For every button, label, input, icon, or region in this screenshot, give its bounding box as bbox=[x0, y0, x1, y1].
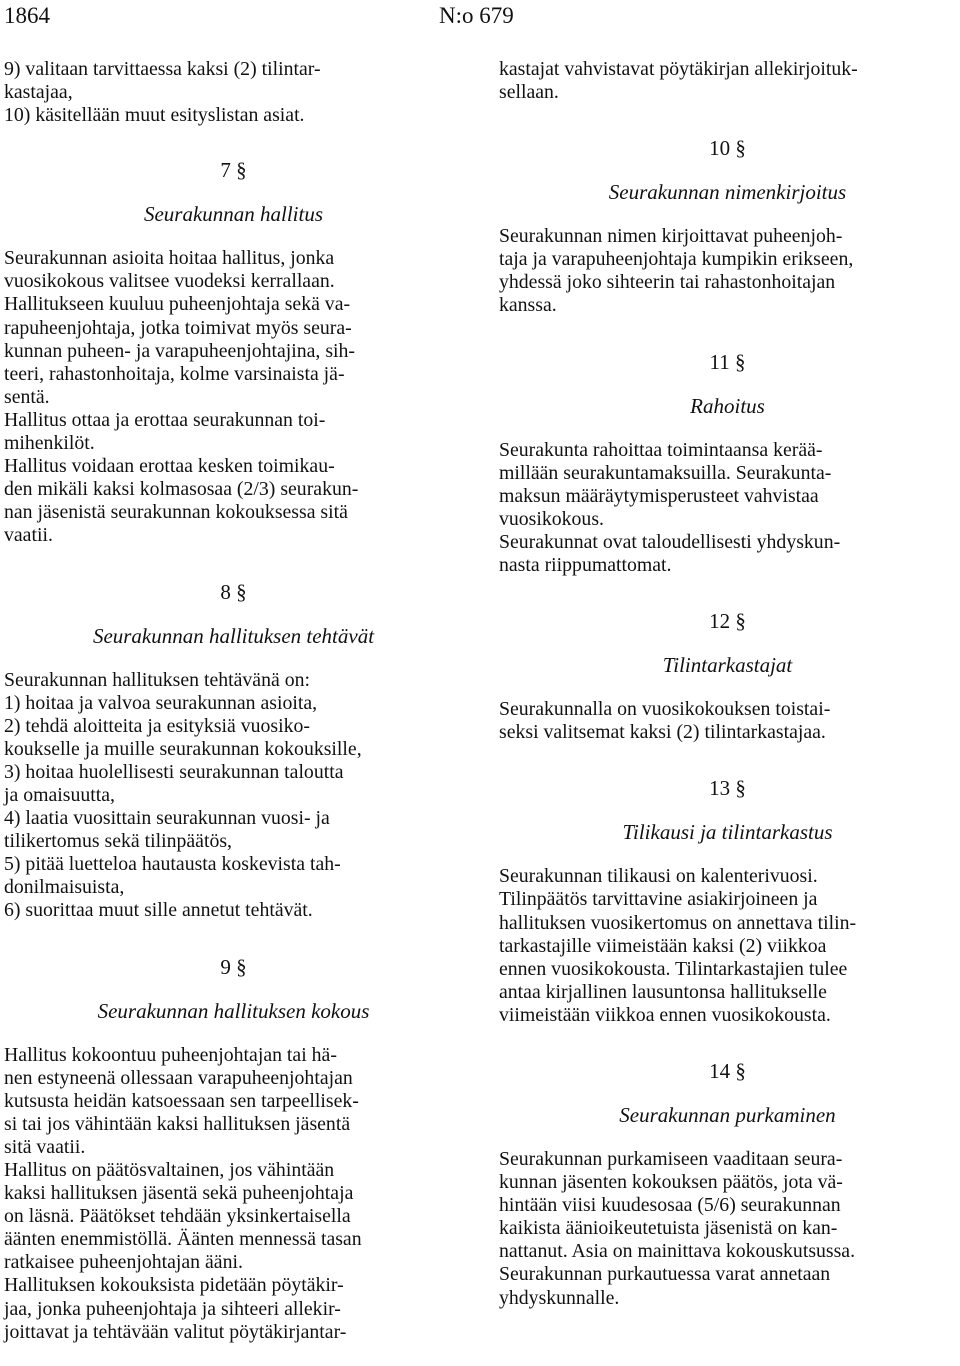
text-line: den mikäli kaksi kolmasosaa (2/3) seurakun- bbox=[4, 478, 359, 501]
text-line: 6) suorittaa muut sille annetut tehtävät. bbox=[4, 899, 313, 922]
text-line: Hallitus ottaa ja erottaa seurakunnan toi- bbox=[4, 408, 326, 431]
text-line: ja omaisuutta, bbox=[4, 783, 115, 806]
text-line: Hallituksen kokouksista pidetään pöytäkir- bbox=[4, 1274, 344, 1297]
text-line: Seurakunnat ovat taloudellisesti yhdyskun- bbox=[499, 530, 841, 553]
section-13 bbox=[499, 776, 956, 1027]
text-line: kunnan jäsenten kokouksen päätös, jota vä- bbox=[499, 1171, 843, 1194]
section-14 bbox=[499, 1059, 956, 1310]
issue-number: N:o 679 bbox=[439, 3, 514, 28]
section-7 bbox=[4, 158, 463, 547]
section-title: Tilintarkastajat bbox=[662, 653, 793, 678]
section-body bbox=[499, 865, 956, 1027]
text-line: tilikertomus sekä tilinpäätös, bbox=[4, 830, 232, 853]
text-line: kaikista äänioikeutetuista jäsenistä on kan- bbox=[499, 1217, 838, 1240]
text-line: 1) hoitaa ja valvoa seurakunnan asioita, bbox=[4, 691, 318, 714]
section-body bbox=[4, 247, 463, 547]
section-body bbox=[499, 225, 956, 317]
text-line: yhdessä joko sihteerin tai rahastonhoitajan bbox=[499, 271, 836, 294]
section-11 bbox=[499, 350, 956, 578]
text-line: 3) hoitaa huolellisesti seurakunnan taloutta bbox=[4, 760, 344, 783]
text-line: nan jäsenistä seurakunnan kokouksessa sitä bbox=[4, 501, 348, 524]
section-body bbox=[499, 439, 956, 578]
section-body bbox=[499, 698, 956, 744]
text-line: Seurakunta rahoittaa toimintaansa kerää- bbox=[499, 438, 823, 461]
text-line: tarkastajille viimeistään kaksi (2) viikkoa bbox=[499, 934, 827, 957]
text-line: si tai jos vähintään kaksi hallituksen jäsentä bbox=[4, 1112, 351, 1135]
section-number: 9 § bbox=[220, 954, 247, 979]
text-line: joittavat ja tehtävään valitut pöytäkirjantar- bbox=[4, 1320, 347, 1343]
section-number: 8 § bbox=[220, 579, 247, 604]
text-line: kanssa. bbox=[499, 294, 557, 317]
section-number: 13 § bbox=[709, 776, 746, 801]
text-line: Seurakunnan purkautuessa varat annetaan bbox=[499, 1263, 831, 1286]
text-line: Seurakunnan hallituksen tehtävänä on: bbox=[4, 668, 310, 691]
text-line: Hallitus kokoontuu puheenjohtajan tai hä- bbox=[4, 1043, 337, 1066]
intro-list bbox=[4, 58, 463, 127]
text-line: kutsusta heidän katsoessaan sen tarpeellisek- bbox=[4, 1089, 359, 1112]
section-10 bbox=[499, 136, 956, 317]
text-line: 4) laatia vuosittain seurakunnan vuosi- ja bbox=[4, 807, 330, 830]
text-line: teeri, rahastonhoitaja, kolme varsinaista jä- bbox=[4, 362, 345, 385]
text-line: kastajat vahvistavat pöytäkirjan allekirjoituk- bbox=[499, 58, 858, 80]
section-8 bbox=[4, 580, 463, 923]
text-line: Hallitukseen kuuluu puheenjohtaja sekä va- bbox=[4, 293, 351, 316]
text-line: 5) pitää luetteloa hautausta koskevista tah- bbox=[4, 853, 341, 876]
text-line: ennen vuosikokousta. Tilintarkastajien tulee bbox=[499, 957, 848, 980]
left-column bbox=[4, 58, 463, 1344]
text-line: hintään viisi kuudesosaa (5/6) seurakunnan bbox=[499, 1194, 841, 1217]
text-line: sentä. bbox=[4, 385, 50, 408]
text-line: 2) tehdä aloitteita ja esityksiä vuosiko- bbox=[4, 714, 310, 737]
section-12 bbox=[499, 609, 956, 744]
text-line: antaa kirjallinen lausuntonsa hallitukselle bbox=[499, 980, 827, 1003]
text-line: vuosikokous valitsee vuodeksi kerrallaan. bbox=[4, 270, 335, 293]
text-line: yhdyskunnalle. bbox=[499, 1286, 620, 1309]
text-line: äänten enemmistöllä. Äänten mennessä tasan bbox=[4, 1228, 362, 1251]
text-line: vuosikokous. bbox=[499, 507, 604, 530]
text-line: mihenkilöt. bbox=[4, 432, 95, 455]
text-line: millään seurakuntamaksuilla. Seurakunta- bbox=[499, 461, 832, 484]
right-column bbox=[499, 58, 956, 1310]
text-line: 9) valitaan tarvittaessa kaksi (2) tilintar- bbox=[4, 58, 321, 80]
section-title: Seurakunnan hallituksen kokous bbox=[97, 998, 370, 1023]
text-line: sellaan. bbox=[499, 81, 559, 104]
section-body bbox=[4, 669, 463, 923]
text-line: Seurakunnan nimen kirjoittavat puheenjoh- bbox=[499, 225, 843, 248]
text-line: Seurakunnan purkamiseen vaaditaan seura- bbox=[499, 1147, 843, 1170]
text-line: Tilinpäätös tarvittavine asiakirjoineen ja bbox=[499, 888, 818, 911]
continuation bbox=[499, 58, 956, 104]
text-line: hallituksen vuosikertomus on annettava tilin- bbox=[499, 911, 857, 934]
text-line: rapuheenjohtaja, jotka toimivat myös seura- bbox=[4, 316, 352, 339]
section-9 bbox=[4, 955, 463, 1344]
section-number: 10 § bbox=[709, 136, 746, 161]
text-line: 10) käsitellään muut esityslistan asiat. bbox=[4, 104, 305, 127]
text-line: koukselle ja muille seurakunnan kokouksille, bbox=[4, 737, 362, 760]
text-line: kunnan puheen- ja varapuheenjohtajina, sih- bbox=[4, 339, 355, 362]
text-line: kaksi hallituksen jäsentä sekä puheenjohtaja bbox=[4, 1182, 354, 1205]
section-title: Seurakunnan hallitus bbox=[143, 202, 324, 227]
text-line: Seurakunnan asioita hoitaa hallitus, jonka bbox=[4, 247, 335, 270]
section-number: 11 § bbox=[709, 349, 746, 374]
page-header bbox=[0, 2, 960, 30]
text-line: donilmaisuista, bbox=[4, 876, 125, 899]
page-number: 1864 bbox=[4, 3, 50, 28]
text-line: Seurakunnalla on vuosikokouksen toistai- bbox=[499, 698, 831, 721]
section-title: Seurakunnan purkaminen bbox=[619, 1102, 836, 1127]
section-number: 12 § bbox=[709, 609, 746, 634]
text-line: viimeistään viikkoa ennen vuosikokousta. bbox=[499, 1003, 831, 1026]
section-title: Tilikausi ja tilintarkastus bbox=[622, 820, 833, 845]
text-line: ratkaisee puheenjohtajan ääni. bbox=[4, 1251, 243, 1274]
section-number: 7 § bbox=[220, 158, 247, 183]
text-line: on läsnä. Päätökset tehdään yksinkertaisella bbox=[4, 1205, 351, 1228]
text-line: maksun määräytymisperusteet vahvistaa bbox=[499, 484, 819, 507]
text-line: Seurakunnan tilikausi on kalenterivuosi. bbox=[499, 865, 818, 888]
text-line: seksi valitsemat kaksi (2) tilintarkastajaa. bbox=[499, 721, 826, 744]
text-line: nen estyneenä ollessaan varapuheenjohtajan bbox=[4, 1066, 353, 1089]
text-line: nattanut. Asia on mainittava kokouskutsussa. bbox=[499, 1240, 856, 1263]
section-body bbox=[499, 1148, 956, 1310]
text-line: kastajaa, bbox=[4, 81, 73, 104]
section-title: Seurakunnan nimenkirjoitus bbox=[608, 180, 847, 205]
section-title: Rahoitus bbox=[690, 393, 765, 418]
text-line: nasta riippumattomat. bbox=[499, 554, 672, 577]
text-line: jaa, jonka puheenjohtaja ja sihteeri allekir- bbox=[4, 1297, 341, 1320]
section-body bbox=[4, 1044, 463, 1344]
section-title: Seurakunnan hallituksen tehtävät bbox=[92, 623, 375, 648]
text-line: Hallitus voidaan erottaa kesken toimikau- bbox=[4, 455, 335, 478]
text-line: sitä vaatii. bbox=[4, 1135, 86, 1158]
section-number: 14 § bbox=[709, 1058, 746, 1083]
text-line: Hallitus on päätösvaltainen, jos vähintään bbox=[4, 1159, 335, 1181]
text-line: vaatii. bbox=[4, 524, 53, 547]
text-line: taja ja varapuheenjohtaja kumpikin erikseen, bbox=[499, 248, 854, 271]
